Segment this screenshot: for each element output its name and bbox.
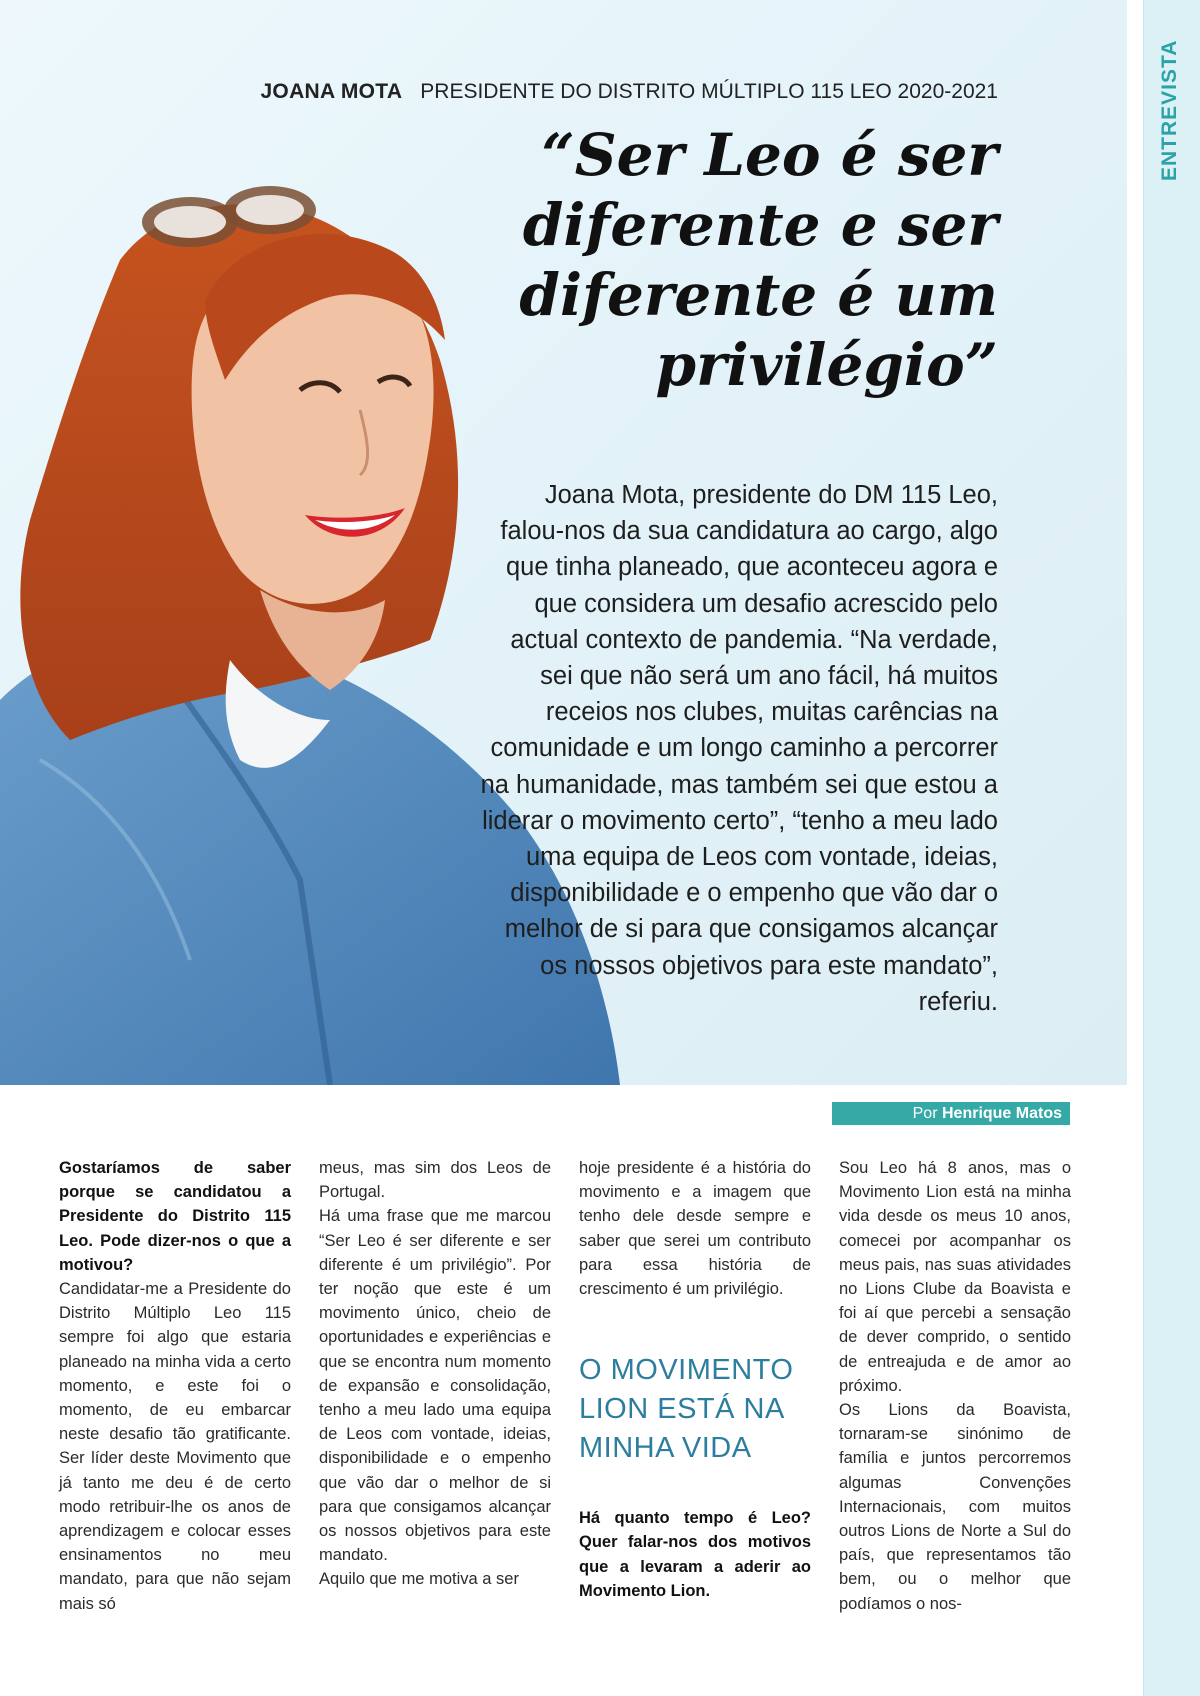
lead-paragraph: Joana Mota, presidente do DM 115 Leo, falou-nos da sua candidatura ao cargo, algo que tinha planeado, que aconteceu agora e que considera um desafio acrescido pelo actual contexto de pandemia. “Na verdade, sei que não será um ano fácil, há muitos receios nos clubes, muitas carências na comunidade e um longo caminho a percorrer na humanidade, mas também sei que estou a liderar o movimento certo”, “tenho a meu lado uma equipa de Leos com vontade, ideias, disponibilidade e o empenho que vão dar o melhor de si para que consigamos alcançar os nossos objetivos para este mandato”, referiu. <box>480 481 998 1016</box>
column-3 <box>579 1156 811 1603</box>
column-4-paragraph-1: Sou Leo há 8 anos, mas o Movimento Lion está na minha vida desde os meus 10 anos, comecei por acompanhar os meus pais, nas suas atividades no Lions Clube da Boavista e foi aí que percebi a sensação de dever comprido, o sentido de entreajuda e de amor ao próximo. <box>839 1159 1071 1395</box>
interviewee-title: PRESIDENTE DO DISTRITO MÚLTIPLO 115 LEO 2020-2021 <box>420 80 998 103</box>
section-label: ENTREVISTA <box>1158 39 1181 181</box>
kicker <box>260 80 998 104</box>
byline-prefix: Por <box>912 1105 938 1122</box>
side-band <box>1143 0 1200 1696</box>
column-2 <box>319 1156 551 1592</box>
answer-1: Candidatar-me a Presidente do Distrito Múltiplo Leo 115 sempre foi algo que estaria planeado na minha vida a certo momento, e este foi o momento, de eu embarcar neste desafio tão gratificante. Ser líder deste Movimento que já tanto me deu é de certo modo retribuir-lhe os anos de aprendizagem e colocar esses ensinamentos no meu mandato, para que não sejam mais só <box>59 1280 291 1613</box>
question-2: Há quanto tempo é Leo? Quer falar-nos dos motivos que a levaram a aderir ao Movimento Lion. <box>579 1509 811 1600</box>
column-4 <box>839 1156 1071 1616</box>
column-1 <box>59 1156 291 1616</box>
column-3-paragraph-1: hoje presidente é a história do movimento e a imagem que tenho dele desde sempre e saber que serei um contributo para essa história de crescimento é um privilégio. <box>579 1159 811 1299</box>
column-2-paragraph-2: Há uma frase que me marcou “Ser Leo é ser diferente e ser diferente é um privilégio”. Por ter noção que este é um movimento único, cheio de oportunidades e experiências e que se encontra num momento de expansão e consolidação, tenho a meu lado uma equipa de Leos com vontade, ideias, disponibilidade e o empenho que vão dar o melhor de si para que consigamos alcançar os nossos objetivos para este mandato. <box>319 1207 551 1565</box>
column-2-paragraph-1: meus, mas sim dos Leos de Portugal. <box>319 1159 551 1202</box>
column-4-paragraph-2: Os Lions da Boavista, tornaram-se sinónimo de família e juntos percorremos algumas Convenções Internacionais, com muitos outros Lions de Norte a Sul do país, que representamos tão bem, ou o melhor que podíamos o nos- <box>839 1401 1071 1613</box>
headline: “Ser Leo é ser diferente e ser diferente é um privilégio” <box>519 121 998 399</box>
byline <box>832 1102 1070 1125</box>
subheading: O MOVIMENTO LION ESTÁ NA MINHA VIDA <box>579 1354 794 1465</box>
interviewee-name: JOANA MOTA <box>260 80 403 103</box>
column-2-paragraph-3: Aquilo que me motiva a ser <box>319 1570 519 1589</box>
question-1: Gostaríamos de saber porque se candidatou a Presidente do Distrito 115 Leo. Pode dizer-nos o que a motivou? <box>59 1159 291 1274</box>
byline-author: Henrique Matos <box>941 1105 1062 1122</box>
